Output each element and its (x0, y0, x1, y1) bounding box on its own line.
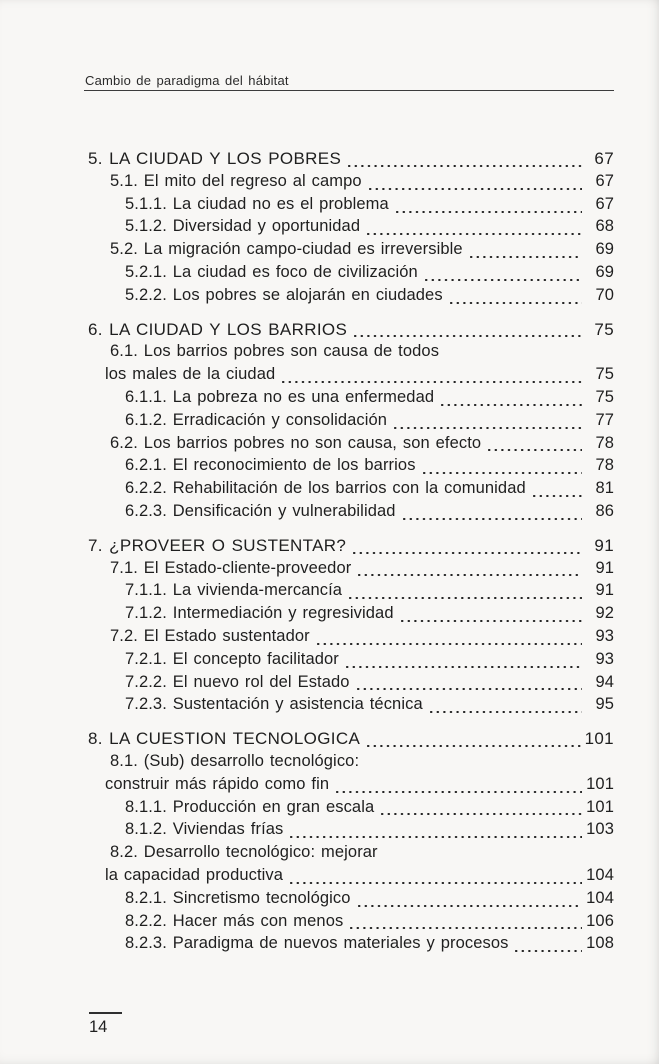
toc-page-number: 103 (586, 820, 614, 839)
toc-entry-text: 8.2. Desarrollo tecnológico: mejorar (110, 843, 378, 862)
dot-leader (290, 820, 582, 843)
toc-page-number: 67 (594, 149, 614, 168)
toc-page-number: 101 (586, 774, 614, 793)
toc-entry-row (88, 775, 614, 798)
toc-chapter-row (88, 149, 614, 172)
toc-entry-text: 6.1.2. Erradicación y consolidación (125, 410, 388, 429)
header-rule (84, 90, 614, 91)
toc-section (88, 729, 614, 957)
page-number: 14 (89, 1018, 108, 1036)
toc-entry-row (88, 752, 614, 775)
toc-entry-text: 5.2. La migración campo-ciudad es irreversible (110, 240, 463, 259)
toc-page-number: 78 (595, 456, 614, 475)
toc-page-number: 101 (584, 729, 614, 749)
toc-entry-row (88, 342, 614, 365)
toc-entry-text: 8.1. (Sub) desarrollo tecnológico: (110, 751, 360, 770)
toc-entry-row (88, 240, 614, 263)
toc-entry-text: 7.2.1. El concepto facilitador (125, 649, 339, 668)
table-of-contents (88, 149, 614, 957)
toc-entry-text: 5.1.1. La ciudad no es el problema (125, 194, 389, 213)
toc-page-number: 95 (595, 695, 614, 714)
toc-page-number: 81 (595, 479, 614, 498)
dot-leader (403, 502, 582, 525)
toc-page-number: 91 (595, 581, 614, 600)
toc-entry-text: 7.2. El Estado sustentador (110, 626, 310, 645)
toc-page-number: 92 (595, 604, 614, 623)
dot-leader (357, 673, 582, 696)
toc-entry-row (88, 627, 614, 650)
toc-page-number: 91 (595, 558, 614, 577)
toc-page-number: 68 (595, 217, 614, 236)
dot-leader (515, 934, 582, 957)
toc-page-number: 75 (595, 387, 614, 406)
dot-leader (349, 581, 582, 604)
toc-entry-text: 8.2.2. Hacer más con menos (125, 911, 344, 930)
folio-rule (89, 1012, 122, 1014)
toc-entry-row (88, 604, 614, 627)
toc-page-number: 93 (595, 626, 614, 645)
toc-page-number: 104 (586, 888, 614, 907)
toc-page-number: 77 (595, 410, 614, 429)
toc-chapter-row (88, 320, 614, 343)
dot-leader (430, 695, 582, 718)
dot-leader (348, 149, 582, 172)
dot-leader (441, 388, 582, 411)
dot-leader (488, 434, 582, 457)
toc-page-number: 67 (595, 194, 614, 213)
toc-entry-row (88, 912, 614, 935)
dot-leader (346, 650, 582, 673)
toc-entry-row (88, 456, 614, 479)
toc-entry-text: 8. LA CUESTION TECNOLOGICA (88, 729, 361, 749)
dot-leader (425, 263, 582, 286)
dot-leader (396, 195, 582, 218)
dot-leader (350, 912, 582, 935)
toc-entry-text: 7.2.2. El nuevo rol del Estado (125, 672, 350, 691)
toc-entry-text: 5.1. El mito del regreso al campo (110, 171, 362, 190)
toc-section (88, 320, 614, 525)
toc-entry-text: 6. LA CIUDAD Y LOS BARRIOS (88, 319, 348, 339)
toc-page-number: 91 (594, 535, 614, 555)
dot-leader (423, 456, 582, 479)
toc-entry-row (88, 695, 614, 718)
toc-entry-text: 7.1. El Estado-cliente-proveedor (110, 558, 352, 577)
toc-entry-text: 6.1.1. La pobreza no es una enfermedad (125, 387, 435, 406)
toc-entry-text: 7. ¿PROVEER O SUSTENTAR? (88, 535, 347, 555)
dot-leader (394, 411, 582, 434)
toc-chapter-row (88, 729, 614, 752)
dot-leader (533, 479, 582, 502)
toc-page-number: 108 (586, 934, 614, 953)
toc-entry-row (88, 365, 614, 388)
toc-entry-row (88, 411, 614, 434)
toc-entry-text: construir más rápido como fin (105, 774, 330, 793)
toc-entry-row (88, 388, 614, 411)
toc-chapter-row (88, 536, 614, 559)
dot-leader (282, 365, 582, 388)
toc-entry-text: 6.2. Los barrios pobres no son causa, son efecto (110, 433, 482, 452)
toc-entry-text: 8.1.1. Producción en gran escala (125, 797, 375, 816)
dot-leader (381, 798, 582, 821)
toc-page-number: 93 (595, 649, 614, 668)
toc-entry-text: 7.1.2. Intermediación y regresividad (125, 604, 394, 623)
toc-entry-row (88, 866, 614, 889)
toc-entry-text: 8.1.2. Viviendas frías (125, 820, 284, 839)
dot-leader (317, 627, 582, 650)
dot-leader (353, 536, 582, 559)
dot-leader (401, 604, 582, 627)
toc-entry-text: 8.2.1. Sincretismo tecnológico (125, 888, 351, 907)
toc-page-number: 104 (586, 865, 614, 884)
toc-page-number: 75 (594, 319, 614, 339)
toc-entry-text: 6.2.1. El reconocimiento de los barrios (125, 456, 416, 475)
toc-entry-row (88, 673, 614, 696)
toc-entry-text: la capacidad productiva (105, 865, 284, 884)
toc-entry-text: 7.1.1. La vivienda-mercancía (125, 581, 343, 600)
toc-page-number: 94 (595, 672, 614, 691)
toc-page-number: 69 (595, 240, 614, 259)
toc-entry-row (88, 172, 614, 195)
toc-entry-text: los males de la ciudad (105, 365, 276, 384)
toc-entry-row (88, 434, 614, 457)
dot-leader (369, 172, 582, 195)
toc-entry-row (88, 843, 614, 866)
dot-leader (358, 889, 582, 912)
toc-entry-text: 8.2.3. Paradigma de nuevos materiales y procesos (125, 934, 509, 953)
toc-entry-row (88, 479, 614, 502)
toc-entry-row (88, 263, 614, 286)
dot-leader (367, 217, 582, 240)
dot-leader (354, 320, 582, 343)
toc-entry-text: 6.2.3. Densificación y vulnerabilidad (125, 501, 396, 520)
toc-entry-row (88, 559, 614, 582)
toc-entry-row (88, 217, 614, 240)
dot-leader (450, 286, 582, 309)
dot-leader (358, 559, 582, 582)
dot-leader (290, 866, 582, 889)
toc-section (88, 536, 614, 718)
toc-entry-row (88, 286, 614, 309)
toc-page-number: 86 (595, 501, 614, 520)
toc-entry-text: 6.2.2. Rehabilitación de los barrios con la comunidad (125, 479, 526, 498)
toc-entry-row (88, 889, 614, 912)
toc-entry-text: 5.2.2. Los pobres se alojarán en ciudades (125, 285, 443, 304)
toc-page-number: 78 (595, 433, 614, 452)
toc-entry-text: 7.2.3. Sustentación y asistencia técnica (125, 695, 423, 714)
toc-entry-row (88, 820, 614, 843)
toc-entry-row (88, 650, 614, 673)
dot-leader (470, 240, 582, 263)
toc-entry-text: 5.1.2. Diversidad y oportunidad (125, 217, 361, 236)
toc-entry-text: 5.2.1. La ciudad es foco de civilización (125, 262, 418, 281)
toc-page-number: 75 (595, 365, 614, 384)
running-header: Cambio de paradigma del hábitat (85, 73, 289, 88)
dot-leader (367, 729, 580, 752)
dot-leader (336, 775, 582, 798)
toc-entry-row (88, 195, 614, 218)
toc-entry-row (88, 502, 614, 525)
toc-section (88, 149, 614, 309)
toc-page-number: 106 (586, 911, 614, 930)
toc-entry-row (88, 934, 614, 957)
toc-entry-row (88, 581, 614, 604)
toc-page-number: 101 (586, 797, 614, 816)
toc-page-number: 67 (595, 171, 614, 190)
toc-page-number: 70 (595, 285, 614, 304)
toc-page-number: 69 (595, 262, 614, 281)
toc-entry-row (88, 798, 614, 821)
toc-entry-text: 6.1. Los barrios pobres son causa de todos (110, 342, 440, 361)
toc-entry-text: 5. LA CIUDAD Y LOS POBRES (88, 149, 342, 168)
